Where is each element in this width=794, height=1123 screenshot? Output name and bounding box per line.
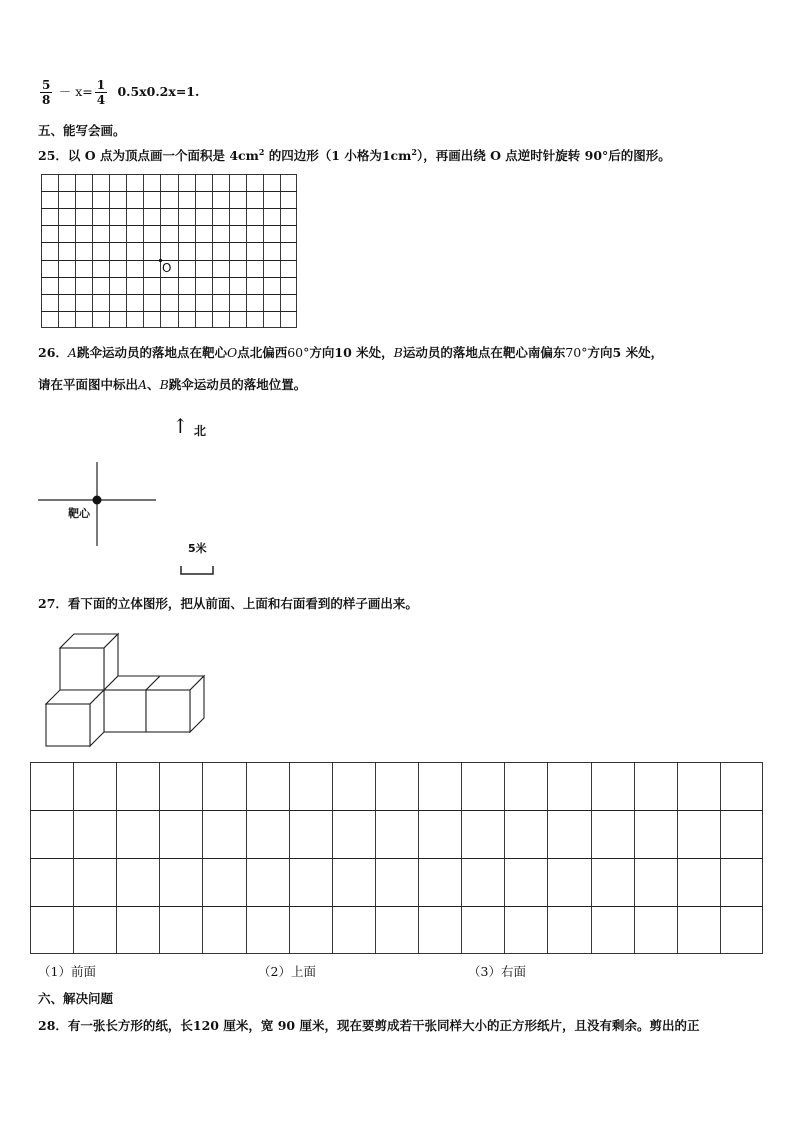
scale-bar — [180, 565, 216, 577]
label-front-view: （1）前面 — [38, 964, 96, 979]
north-arrow-icon: ↑ — [172, 414, 189, 438]
q26-line2: 请在平面图中标出A、B跳伞运动员的落地位置。 — [38, 377, 307, 392]
section-5-title: 五、能写会画。 — [38, 123, 126, 138]
point-o-label: O — [162, 261, 172, 275]
equation-line: $\frac{5}{8}$ － x= $\frac{1}{4}$ 0.5x0.2x=1. — [42, 78, 200, 107]
q27-drawing-grid[interactable] — [30, 762, 763, 954]
cube-front-face — [60, 648, 104, 690]
cube-front-face — [46, 704, 90, 746]
section-6-title: 六、解决问题 — [38, 991, 114, 1006]
grid-border — [42, 175, 297, 328]
3d-cube-figure — [44, 632, 214, 750]
q28-text: 28．有一张长方形的纸，长120 厘米，宽 90 厘米，现在要剪成若干张同样大小的正方形纸片，且没有剩余。剪出的正 — [38, 1018, 700, 1033]
fraction-5-8: $\frac{5}{8}$ — [42, 78, 51, 107]
q26-line1: 26．A跳伞运动员的落地点在靶心O点北偏西60°方向10 米处，B运动员的落地点在靶心南偏东70°方向5 米处， — [38, 345, 664, 360]
fraction-1-4: $\frac{1}{4}$ — [96, 78, 106, 107]
cube-front-face — [104, 690, 146, 732]
north-label: 北 — [194, 424, 207, 438]
target-center-dot — [93, 496, 102, 505]
equation-2: 0.5x0.2x=1 — [117, 84, 196, 99]
target-center-label: 靶心 — [68, 507, 90, 520]
cube-front-face — [146, 690, 190, 732]
q25-text: 25．以 O 点为顶点画一个面积是 $4cm^2$ 的四边形（1 小格为$1cm^2$），再画出绕 O 点逆时针旋转 90°后的图形。 — [38, 146, 671, 163]
grid-border — [31, 763, 763, 954]
label-top-view: （2）上面 — [258, 964, 316, 979]
scale-label: 5米 — [188, 542, 207, 555]
label-right-view: （3）右面 — [468, 964, 526, 979]
q27-text: 27．看下面的立体图形，把从前面、上面和右面看到的样子画出来。 — [38, 596, 418, 611]
target-crosshair[interactable] — [36, 460, 161, 550]
q25-grid[interactable] — [41, 174, 297, 328]
minus-x-eq: － x= — [58, 84, 93, 99]
